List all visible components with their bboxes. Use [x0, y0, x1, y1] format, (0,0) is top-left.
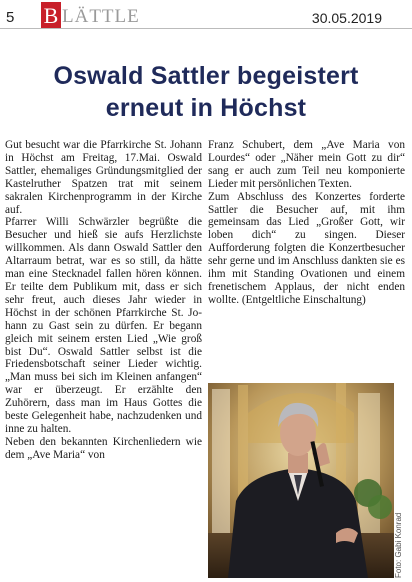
blaettle-logo [41, 2, 61, 28]
page-number: 5 [6, 9, 15, 26]
headline-line-1: Oswald Sattler begeistert [53, 62, 359, 90]
logo-initial: B [43, 3, 59, 28]
article-headline [0, 60, 412, 124]
singer-photo [208, 383, 394, 578]
paragraph: Zum Abschluss des Konzertes forderte Sattler die Besucher auf, mit ihm gemeinsam das Lied „Großer Gott, wir loben dich“ zu singen. Dieser Aufforderung folgten die Konzertbesucher sehr gerne und im Anschluss dankten sie es ihm mit Standing Ovationen und einem frenetischem Applaus, der nicht enden wollte. (Entgeltliche Einschaltung) [208, 190, 405, 306]
logo-text: LÄTTLE [62, 6, 140, 27]
headline-line-2: erneut in Höchst [105, 94, 307, 122]
paragraph: Gut besucht war die Pfarrkirche St. Johann in Höchst am Freitag, 17.Mai. Oswald Sattler, ehemaliges Gründungsmitglied der Kastelruther Spatzen trat mit seinem sakralen Kirchenprogramm in der Kirche auf. [5, 139, 202, 216]
paragraph: Pfarrer Willi Schwärzler begrüßte die Besucher und hieß sie aufs Herzlichste willkommen. Als dann Oswald Sattler den Altarraum betrat, war es so still, da hätte man eine Stecknadel fallen hören können. Er teilte dem Publikum mit, dass er sich sehr freut, auch dieses Jahr wieder in Höchst in der schönen Pfarrkirche St. Johann zu Gast sein zu dürfen. Er begann gleich mit seinem ersten Lied „Wie groß bist Du“. Oswald Sattler selbst ist die Friedensbotschaft seiner Lieder wichtig. „Man muss bei sich im Kleinen anfangen“ war er überzeugt. Er erzählte den Zuhörern, dass man im Haus Gottes die beste Gelegenheit habe, nachzudenken und inne zu halten. [5, 216, 202, 435]
page-header [0, 0, 412, 30]
paragraph: Franz Schubert, dem „Ave Maria von Lourdes“ oder „Näher mein Gott zu dir“ sang er auch zum Teil neu komponierte Lieder mit persönlichen Texten. [208, 139, 405, 190]
photo-credit-text: Foto: Gabi Konrad [394, 512, 403, 578]
issue-date: 30.05.2019 [311, 10, 382, 26]
article-column-left [5, 139, 202, 462]
header-rule [0, 28, 412, 29]
paragraph: Neben den bekannten Kirchenliedern wie dem „Ave Maria“ von [5, 435, 202, 461]
photo-credit [393, 490, 407, 580]
article-column-right [208, 139, 405, 307]
